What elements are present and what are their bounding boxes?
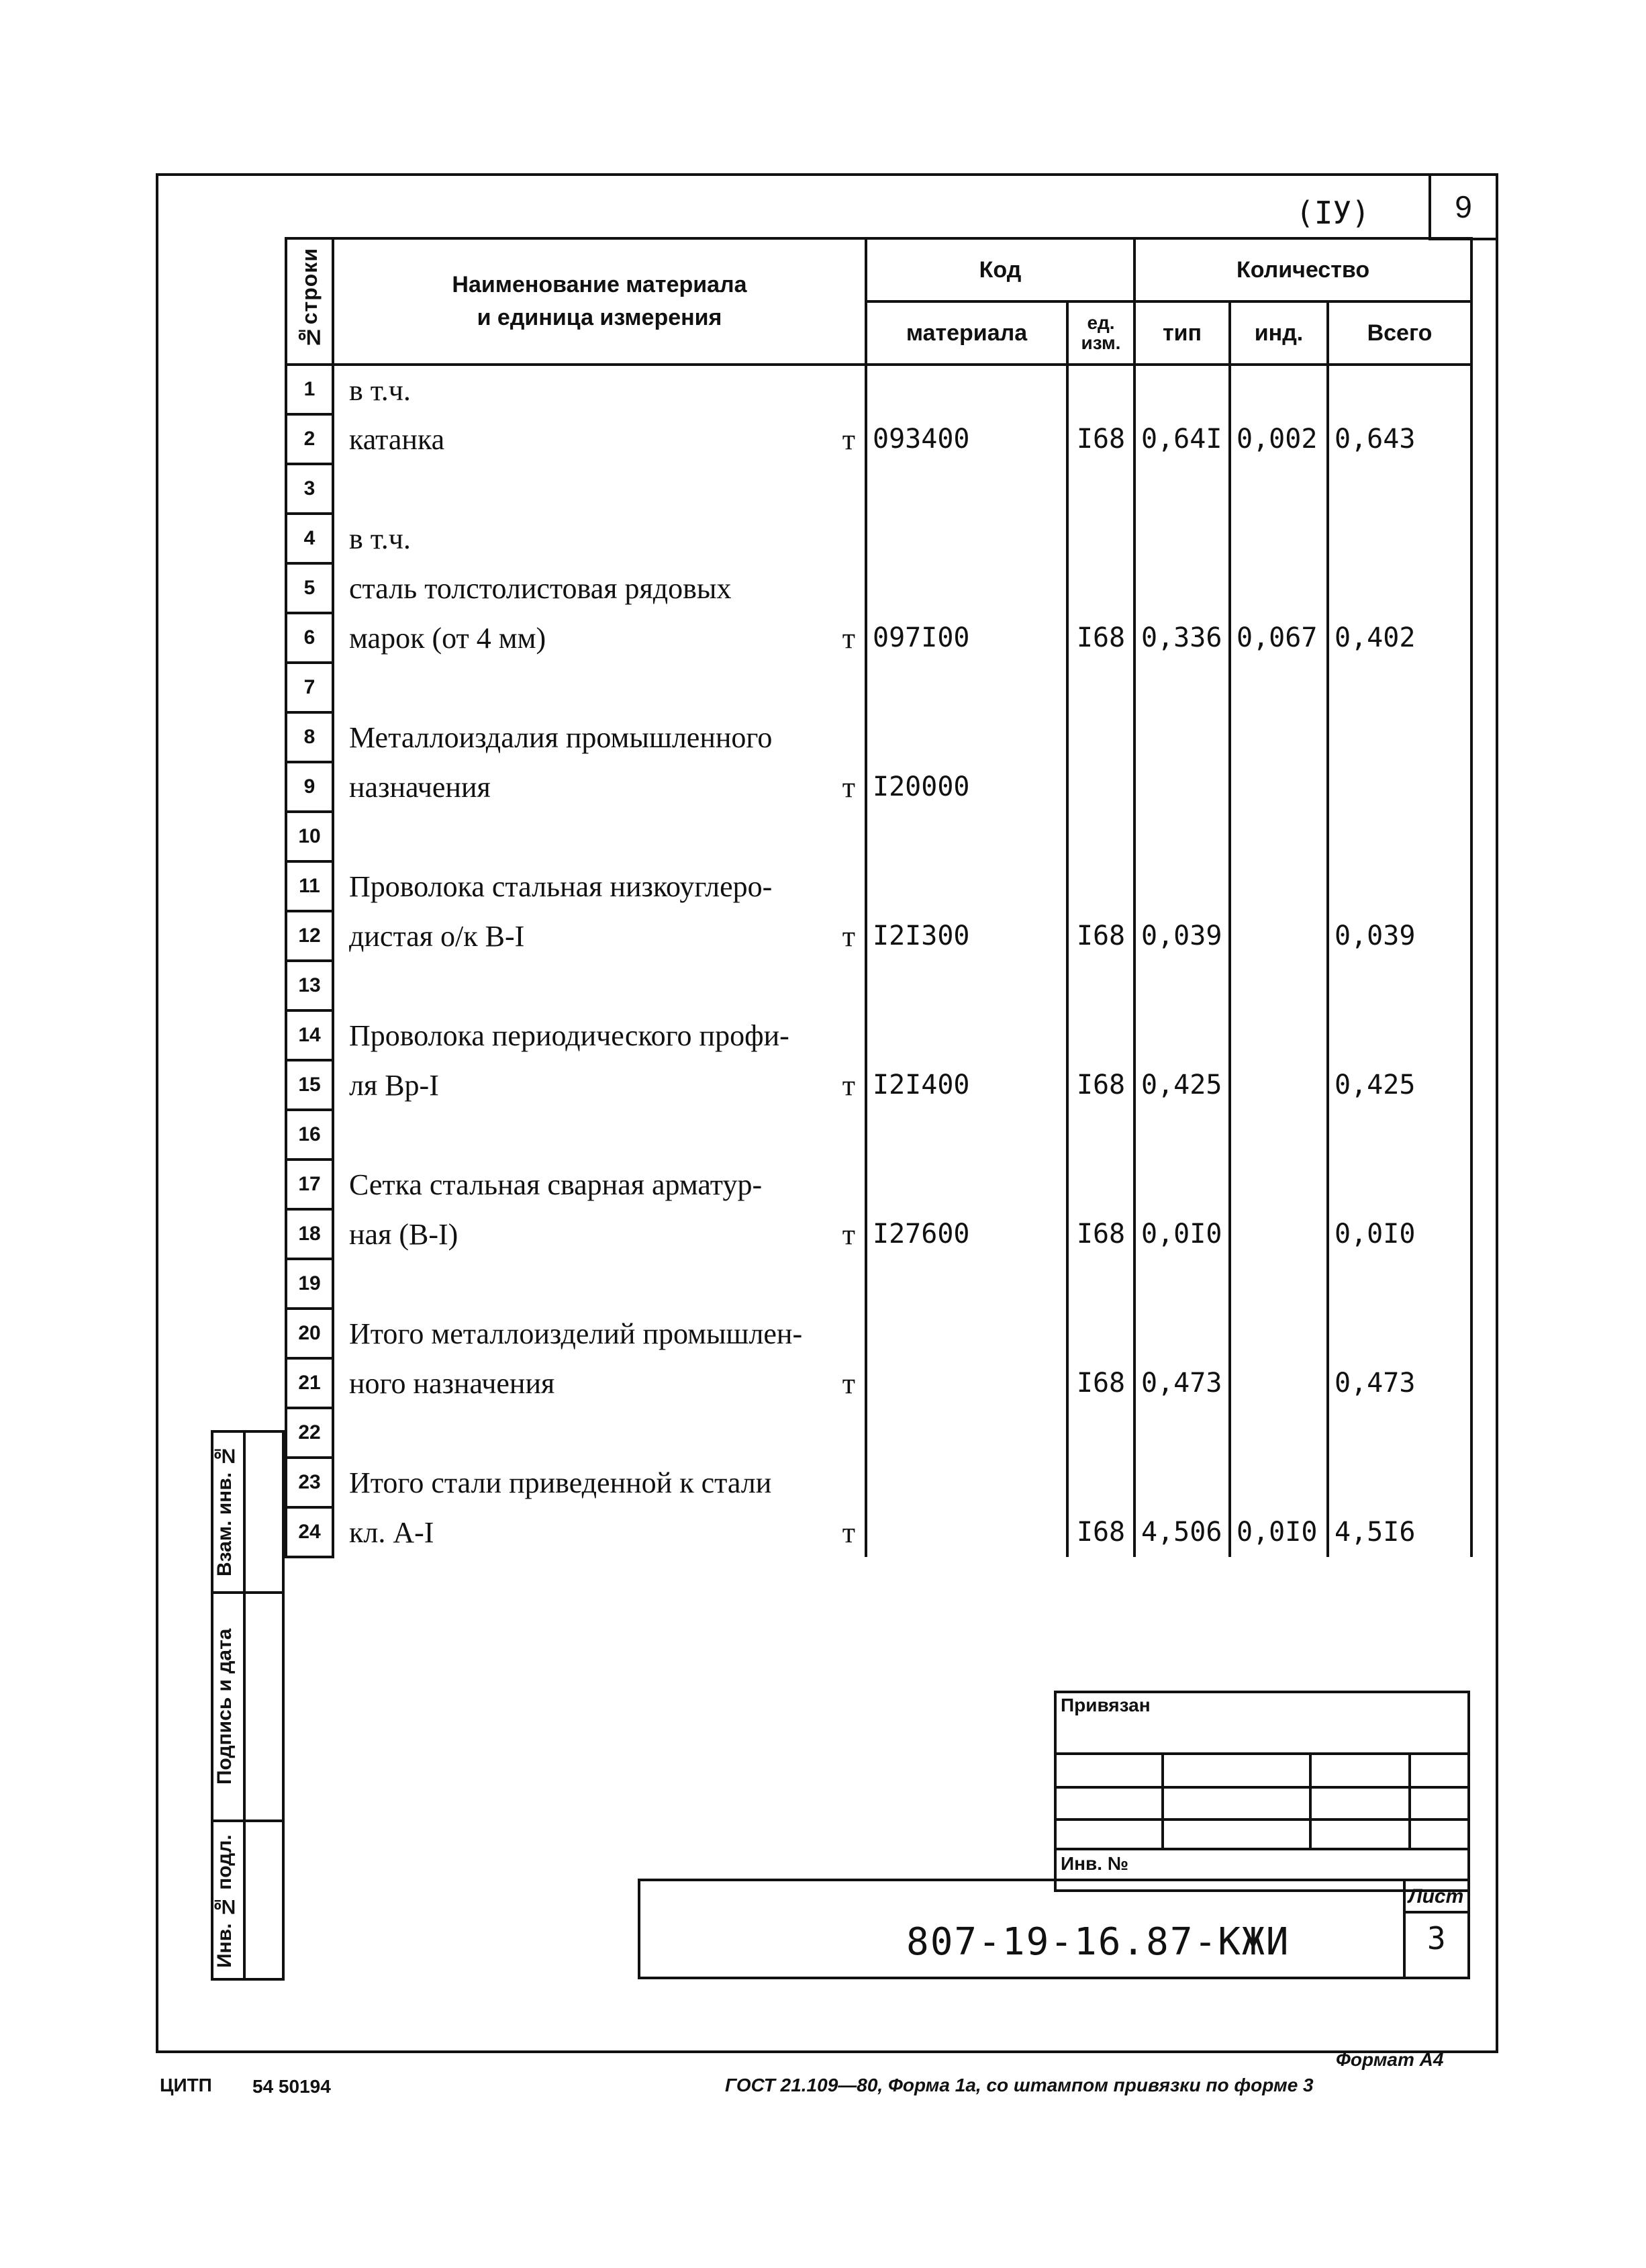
row-qty-total	[1328, 1160, 1471, 1209]
row-unit-code	[1067, 365, 1134, 414]
row-unit: т	[842, 1366, 855, 1400]
row-qty-ind	[1230, 1160, 1328, 1209]
row-name	[333, 762, 866, 812]
row-qty-ind	[1230, 1010, 1328, 1060]
row-qty-type	[1134, 1160, 1230, 1209]
row-qty-ind	[1230, 1060, 1328, 1110]
row-material-code	[866, 961, 1067, 1010]
row-unit-code	[1067, 812, 1134, 861]
row-qty-ind	[1230, 812, 1328, 861]
row-qty-ind	[1230, 861, 1328, 911]
row-qty-type	[1134, 464, 1230, 514]
row-qty-ind	[1230, 762, 1328, 812]
row-material-code	[866, 1358, 1067, 1408]
row-material-code	[866, 1309, 1067, 1358]
row-qty-total	[1328, 1458, 1471, 1507]
row-qty-total: 0,0I0	[1328, 1209, 1471, 1259]
row-qty-type: 0,336	[1134, 613, 1230, 663]
row-qty-total	[1328, 961, 1471, 1010]
row-name	[333, 712, 866, 762]
row-qty-total	[1328, 514, 1471, 563]
row-material-code: I2I400	[866, 1060, 1067, 1110]
row-qty-total	[1328, 861, 1471, 911]
row-unit: т	[842, 422, 855, 456]
row-unit-code: I68	[1067, 1209, 1134, 1259]
row-unit-code	[1067, 1259, 1134, 1309]
row-qty-type	[1134, 514, 1230, 563]
row-name-text: Проволока периодического профи-	[349, 1019, 789, 1052]
row-number: 23	[286, 1458, 333, 1507]
row-qty-total	[1328, 812, 1471, 861]
row-material-code	[866, 1010, 1067, 1060]
row-qty-total: 0,039	[1328, 911, 1471, 961]
row-qty-ind	[1230, 1358, 1328, 1408]
row-material-code	[866, 563, 1067, 613]
row-name-text: Металлоиздалия промышленного	[349, 720, 773, 754]
row-qty-total	[1328, 1309, 1471, 1358]
row-qty-total	[1328, 1110, 1471, 1160]
table-row	[286, 762, 1471, 812]
row-qty-type	[1134, 563, 1230, 613]
row-number: 4	[286, 514, 333, 563]
row-name	[333, 1408, 866, 1458]
row-qty-ind	[1230, 911, 1328, 961]
row-material-code: I2I300	[866, 911, 1067, 961]
header-code-unit: ед. изм.	[1067, 301, 1134, 365]
row-unit-code: I68	[1067, 1060, 1134, 1110]
row-number: 8	[286, 712, 333, 762]
row-qty-total: 0,473	[1328, 1358, 1471, 1408]
row-name	[333, 861, 866, 911]
row-number: 7	[286, 663, 333, 712]
row-name	[333, 1507, 866, 1557]
row-material-code: 093400	[866, 414, 1067, 464]
table-row	[286, 514, 1471, 563]
row-number: 19	[286, 1259, 333, 1309]
row-qty-ind	[1230, 464, 1328, 514]
stamp-bound-label: Привязан	[1061, 1695, 1151, 1715]
table-row	[286, 464, 1471, 514]
table-row	[286, 1110, 1471, 1160]
row-material-code	[866, 464, 1067, 514]
row-unit: т	[842, 1515, 855, 1549]
row-unit-code	[1067, 1408, 1134, 1458]
row-name-text: дистая о/к В-I	[349, 919, 525, 953]
header-qty-type: тип	[1134, 301, 1230, 365]
row-qty-total	[1328, 365, 1471, 414]
row-name	[333, 1259, 866, 1309]
row-number: 11	[286, 861, 333, 911]
header-name: Наименование материала и единица измерения	[333, 238, 866, 365]
row-qty-type	[1134, 1309, 1230, 1358]
row-name-text: Итого металлоизделий промышлен-	[349, 1317, 803, 1350]
row-name	[333, 812, 866, 861]
row-name-text: ная (В-I)	[349, 1217, 458, 1251]
row-number: 18	[286, 1209, 333, 1259]
row-name-text: Проволока стальная низкоуглеро-	[349, 869, 773, 903]
row-material-code	[866, 861, 1067, 911]
row-qty-total	[1328, 1408, 1471, 1458]
table-row	[286, 563, 1471, 613]
row-qty-type	[1134, 861, 1230, 911]
row-unit-code	[1067, 563, 1134, 613]
row-name-text: Итого стали приведенной к стали	[349, 1466, 772, 1499]
row-material-code	[866, 1259, 1067, 1309]
row-material-code: 097I00	[866, 613, 1067, 663]
row-qty-total: 4,5I6	[1328, 1507, 1471, 1557]
row-qty-total	[1328, 712, 1471, 762]
sheet-label: Лист	[1408, 1885, 1464, 1907]
row-qty-total: 0,643	[1328, 414, 1471, 464]
row-qty-type	[1134, 663, 1230, 712]
row-material-code: I27600	[866, 1209, 1067, 1259]
row-number: 14	[286, 1010, 333, 1060]
footer-order: 54 50194	[252, 2076, 331, 2097]
row-qty-total	[1328, 1010, 1471, 1060]
row-qty-type	[1134, 812, 1230, 861]
header-quantity: Количество	[1134, 238, 1471, 301]
row-name-text: сталь толстолистовая рядовых	[349, 571, 732, 605]
header-qty-ind: инд.	[1230, 301, 1328, 365]
row-name-text: марок (от 4 мм)	[349, 621, 546, 655]
header-qty-total: Всего	[1328, 301, 1471, 365]
row-number: 12	[286, 911, 333, 961]
row-name	[333, 1010, 866, 1060]
stamp-inv-label: Инв. №	[1061, 1853, 1129, 1874]
row-name-text: в т.ч.	[349, 373, 411, 407]
row-qty-ind	[1230, 1458, 1328, 1507]
row-qty-type	[1134, 712, 1230, 762]
row-number: 6	[286, 613, 333, 663]
row-name	[333, 1458, 866, 1507]
materials-table	[285, 237, 1473, 1558]
row-name-text: катанка	[349, 422, 445, 456]
table-row	[286, 365, 1471, 414]
row-name	[333, 514, 866, 563]
header-row-number: №строки	[286, 238, 333, 365]
row-qty-type	[1134, 1408, 1230, 1458]
row-unit-code	[1067, 1458, 1134, 1507]
row-qty-ind	[1230, 365, 1328, 414]
row-qty-ind	[1230, 1110, 1328, 1160]
row-qty-type: 0,0I0	[1134, 1209, 1230, 1259]
row-name	[333, 1309, 866, 1358]
table-row	[286, 1309, 1471, 1358]
row-name-text: в т.ч.	[349, 522, 411, 555]
row-name	[333, 1358, 866, 1408]
row-material-code	[866, 712, 1067, 762]
table-row	[286, 861, 1471, 911]
row-qty-type	[1134, 1259, 1230, 1309]
row-qty-ind	[1230, 563, 1328, 613]
row-unit-code: I68	[1067, 1507, 1134, 1557]
row-qty-ind: 0,067	[1230, 613, 1328, 663]
table-row	[286, 911, 1471, 961]
table-row	[286, 414, 1471, 464]
table-row	[286, 961, 1471, 1010]
row-number: 5	[286, 563, 333, 613]
row-number: 2	[286, 414, 333, 464]
row-unit-code	[1067, 1160, 1134, 1209]
row-number: 10	[286, 812, 333, 861]
row-qty-type: 0,425	[1134, 1060, 1230, 1110]
header-code: Код	[866, 238, 1134, 301]
footer-gost: ГОСТ 21.109—80, Форма 1а, со штампом привязки по форме 3	[725, 2075, 1314, 2095]
row-number: 13	[286, 961, 333, 1010]
table-row	[286, 812, 1471, 861]
row-unit-code: I68	[1067, 911, 1134, 961]
row-qty-type	[1134, 1010, 1230, 1060]
row-number: 22	[286, 1408, 333, 1458]
row-material-code	[866, 1408, 1067, 1458]
row-qty-type	[1134, 1110, 1230, 1160]
row-unit-code	[1067, 712, 1134, 762]
row-qty-type: 4,506	[1134, 1507, 1230, 1557]
row-qty-total: 0,425	[1328, 1060, 1471, 1110]
row-qty-ind	[1230, 712, 1328, 762]
row-material-code	[866, 365, 1067, 414]
row-name-text: ля Вр-I	[349, 1068, 439, 1102]
row-qty-type: 0,473	[1134, 1358, 1230, 1408]
row-qty-ind: 0,002	[1230, 414, 1328, 464]
table-row	[286, 1209, 1471, 1259]
label-inv-replacement: Взам. инв. №	[213, 1444, 236, 1577]
table-row	[286, 712, 1471, 762]
row-name-text: ного назначения	[349, 1366, 555, 1400]
row-unit-code	[1067, 1309, 1134, 1358]
table-row	[286, 1259, 1471, 1309]
footer-format: Формат А4	[1336, 2049, 1444, 2070]
row-unit-code	[1067, 762, 1134, 812]
row-material-code	[866, 1160, 1067, 1209]
row-material-code	[866, 663, 1067, 712]
table-row	[286, 613, 1471, 663]
row-number: 24	[286, 1507, 333, 1557]
row-name	[333, 961, 866, 1010]
row-number: 15	[286, 1060, 333, 1110]
row-unit-code	[1067, 1110, 1134, 1160]
sheet-code: (IУ)	[1296, 195, 1370, 231]
row-name	[333, 1060, 866, 1110]
row-unit: т	[842, 621, 855, 655]
row-name-text: назначения	[349, 770, 491, 804]
row-number: 16	[286, 1110, 333, 1160]
row-material-code	[866, 1458, 1067, 1507]
row-number: 1	[286, 365, 333, 414]
row-qty-ind	[1230, 663, 1328, 712]
table-row	[286, 1060, 1471, 1110]
row-qty-ind	[1230, 1309, 1328, 1358]
row-material-code	[866, 1507, 1067, 1557]
row-unit-code	[1067, 514, 1134, 563]
table-row	[286, 1408, 1471, 1458]
row-qty-type: 0,64I	[1134, 414, 1230, 464]
row-name	[333, 1209, 866, 1259]
row-name	[333, 414, 866, 464]
row-number: 21	[286, 1358, 333, 1408]
row-number: 3	[286, 464, 333, 514]
row-unit-code	[1067, 961, 1134, 1010]
row-name	[333, 663, 866, 712]
row-number: 17	[286, 1160, 333, 1209]
row-qty-type	[1134, 961, 1230, 1010]
row-unit: т	[842, 1217, 855, 1251]
header-code-material: материала	[866, 301, 1067, 365]
row-unit-code	[1067, 1010, 1134, 1060]
table-row	[286, 1507, 1471, 1557]
row-qty-ind	[1230, 514, 1328, 563]
row-material-code	[866, 812, 1067, 861]
row-name	[333, 613, 866, 663]
row-qty-total	[1328, 762, 1471, 812]
row-qty-ind	[1230, 1408, 1328, 1458]
row-qty-total	[1328, 1259, 1471, 1309]
row-material-code	[866, 514, 1067, 563]
table-row	[286, 1010, 1471, 1060]
row-unit-code	[1067, 861, 1134, 911]
table-row	[286, 1358, 1471, 1408]
row-qty-total	[1328, 563, 1471, 613]
sheet-number: 9	[1455, 189, 1472, 224]
row-name-text: кл. А-I	[349, 1515, 434, 1549]
row-unit-code: I68	[1067, 414, 1134, 464]
row-name	[333, 563, 866, 613]
row-qty-total: 0,402	[1328, 613, 1471, 663]
document-code: 807-19-16.87-КЖИ	[906, 1920, 1290, 1964]
row-unit-code	[1067, 464, 1134, 514]
row-unit: т	[842, 770, 855, 804]
row-name	[333, 1160, 866, 1209]
row-qty-ind	[1230, 1209, 1328, 1259]
footer-org: ЦИТП	[160, 2075, 212, 2095]
row-material-code: I20000	[866, 762, 1067, 812]
row-material-code	[866, 1110, 1067, 1160]
row-unit-code	[1067, 663, 1134, 712]
row-name	[333, 1110, 866, 1160]
row-unit-code: I68	[1067, 1358, 1134, 1408]
row-qty-ind	[1230, 1259, 1328, 1309]
row-name-text: Сетка стальная сварная арматур-	[349, 1168, 763, 1201]
row-name	[333, 365, 866, 414]
row-qty-ind: 0,0I0	[1230, 1507, 1328, 1557]
row-qty-type	[1134, 365, 1230, 414]
row-unit: т	[842, 919, 855, 953]
row-name	[333, 911, 866, 961]
sheet-value: 3	[1427, 1920, 1446, 1956]
row-unit: т	[842, 1068, 855, 1102]
row-qty-ind	[1230, 961, 1328, 1010]
row-name	[333, 464, 866, 514]
row-unit-code: I68	[1067, 613, 1134, 663]
row-qty-total	[1328, 663, 1471, 712]
label-sign-date: Подпись и дата	[213, 1628, 236, 1785]
label-inv-original: Инв. № подл.	[213, 1834, 236, 1969]
row-qty-type: 0,039	[1134, 911, 1230, 961]
row-number: 20	[286, 1309, 333, 1358]
row-qty-type	[1134, 762, 1230, 812]
row-number: 9	[286, 762, 333, 812]
row-qty-type	[1134, 1458, 1230, 1507]
table-row	[286, 1160, 1471, 1209]
table-row	[286, 663, 1471, 712]
table-row	[286, 1458, 1471, 1507]
row-qty-total	[1328, 464, 1471, 514]
